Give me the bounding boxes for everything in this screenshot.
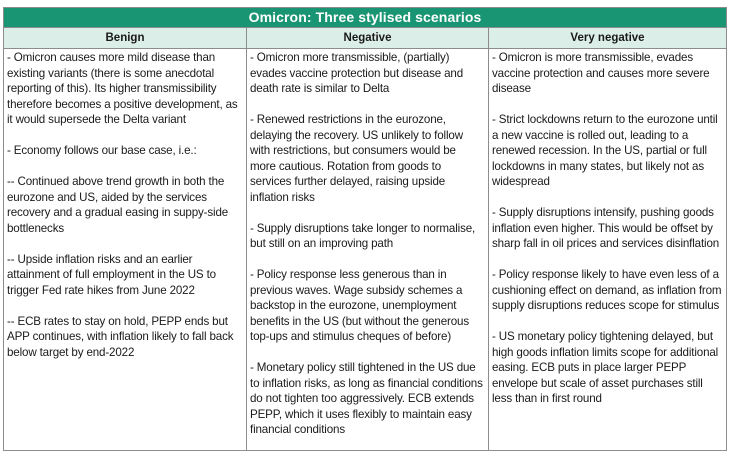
scenario-point: - Omicron is more transmissible, evades vaccine protection and causes more severe disease <box>492 51 710 95</box>
table-title: Omicron: Three stylised scenarios <box>4 8 726 27</box>
scenario-point: -- Continued above trend growth in both the eurozone and US, aided by the services recovery and a gradual easing in suppy-side bottlenecks <box>7 175 229 235</box>
scenario-table <box>3 7 727 451</box>
column-very-negative <box>489 50 726 450</box>
scenario-point: - Economy follows our base case, i.e.: <box>7 144 197 157</box>
scenario-point: - Monetary policy still tightened in the US due to inflation risks, as long as financial conditions do not tighten too aggressively. ECB extends PEPP, which it uses flexibly to maintain easy financial conditions <box>250 361 483 436</box>
column-header-negative: Negative <box>343 32 392 44</box>
scenario-point: - Policy response less generous than in previous waves. Wage subsidy schemes a backstop in the eurozone, unemployment benefits in the US (but without the generous top-ups and stimulus cheques of before) <box>250 268 469 343</box>
scenario-point: -- Upside inflation risks and an earlier attainment of full employment in the US to trigger Fed rate hikes from June 2022 <box>7 252 216 297</box>
scenario-point: - Strict lockdowns return to the eurozone until a new vaccine is rolled out, leading to a renewed recession. In the US, partial or full lockdowns in many states, but likely not as widespread <box>492 113 718 188</box>
column-header-benign: Benign <box>105 32 145 44</box>
scenario-point: - Renewed restrictions in the eurozone, delaying the recovery. US unlikely to follow with restrictions, but consumers would be more cautious. Rotation from goods to services further delayed, raising upside inflation risks <box>250 113 463 204</box>
scenario-point: - Policy response likely to have even less of a cushioning effect on demand, as inflation from supply disruptions reduces scope for stimulus <box>492 268 722 312</box>
column-header-row <box>4 27 726 49</box>
scenario-point: - Omicron more transmissible, (partially) evades vaccine protection but disease and death rate is similar to Delta <box>250 51 463 95</box>
scenario-point: - US monetary policy tightening delayed, but high goods inflation limits scope for additional easing. ECB puts in place larger PEPP envelope but scale of asset purchases still less than in first round <box>492 330 719 405</box>
column-benign <box>4 50 246 450</box>
scenario-point: - Supply disruptions intensify, pushing goods inflation even higher. This would be offset by sharp fall in oil prices and services disinflation <box>492 206 720 250</box>
scenario-point: -- ECB rates to stay on hold, PEPP ends but APP continues, with inflation likely to fall back below target by end-2022 <box>7 314 234 359</box>
scenario-point: - Omicron causes more mild disease than existing variants (there is some anecdotal reporting of this). Its higher transmissibility therefore becomes a positive development, as it would supersede the Delta variant <box>7 51 238 126</box>
column-negative <box>247 50 488 450</box>
column-header-very-negative: Very negative <box>570 32 645 44</box>
scenario-point: - Supply disruptions take longer to normalise, but still on an improving path <box>250 221 476 250</box>
